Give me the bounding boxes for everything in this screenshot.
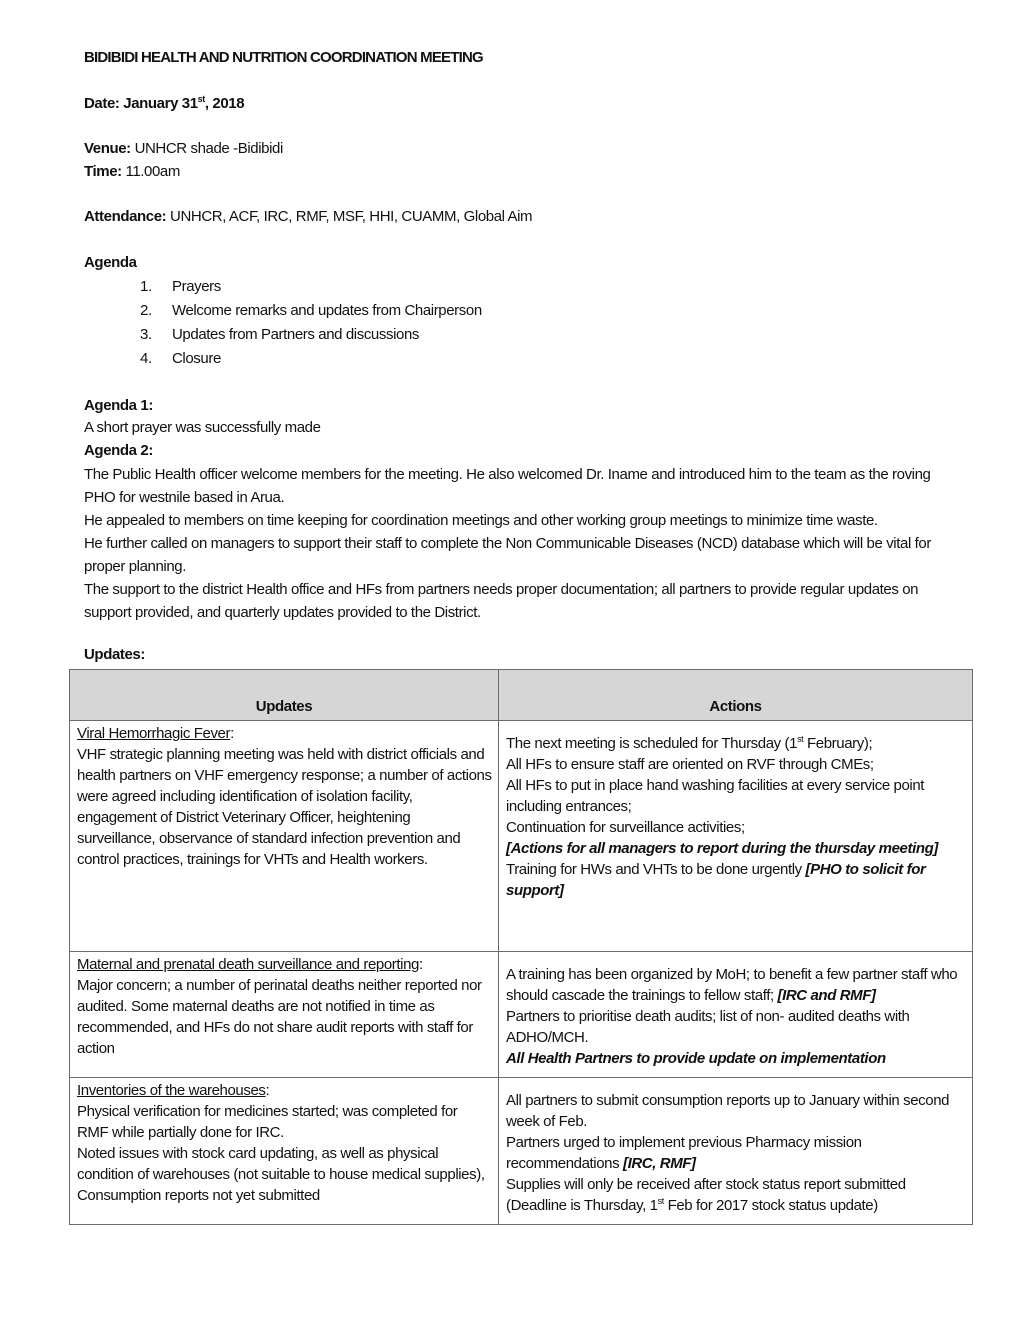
action-item-responsible: [Actions for all managers to report during the thursday meeting] — [506, 840, 938, 857]
action-item: Continuation for surveillance activities; — [506, 819, 745, 836]
agenda1-text: A short prayer was successfully made — [84, 419, 321, 436]
action-text: Feb for 2017 stock status update) — [663, 1197, 878, 1214]
table-row — [70, 721, 973, 952]
action-item: Partners to prioritise death audits; list of non- audited deaths with ADHO/MCH. — [506, 1008, 910, 1046]
action-responsible: [IRC and RMF] — [777, 987, 876, 1004]
topic-suffix: : — [230, 725, 234, 742]
action-text: The next meeting is scheduled for Thursday (1 — [506, 735, 798, 752]
agenda-item-text: Updates from Partners and discussions — [172, 326, 419, 343]
column-header-updates: Updates — [70, 670, 499, 721]
date-year: , 2018 — [204, 95, 245, 112]
topic-suffix: : — [265, 1082, 270, 1099]
agenda2-paragraph: He further called on managers to support their staff to complete the Non Communicable Diseases (NCD) database which will be vital for proper planning. — [84, 535, 931, 575]
meeting-attendance — [84, 208, 532, 225]
agenda-item — [140, 324, 482, 348]
agenda-item-text: Welcome remarks and updates from Chairperson — [172, 302, 482, 319]
agenda-item-text: Closure — [172, 350, 221, 367]
action-item — [506, 964, 966, 1006]
agenda-item — [140, 300, 482, 324]
table-header-row — [70, 670, 973, 721]
update-topic: Viral Hemorrhagic Fever — [77, 725, 231, 742]
agenda-heading: Agenda — [84, 254, 137, 271]
agenda-item-number: 2. — [140, 302, 152, 319]
meeting-date — [84, 95, 244, 112]
meeting-venue — [84, 140, 283, 157]
update-topic: Maternal and prenatal death surveillance and reporting — [77, 956, 419, 973]
updates-heading: Updates: — [84, 646, 145, 663]
update-body: VHF strategic planning meeting was held with district officials and health partners on VHF emergency response; a number of actions were agreed including identification of isolation facility, engagement of District Veterinary Officer, heightening surveillance, observance of standard infection prevention and control practices, trainings for VHTs and Health workers. — [77, 746, 492, 868]
action-item — [506, 733, 966, 754]
action-item: All partners to submit consumption reports up to January within second week of Feb. — [506, 1092, 950, 1130]
action-responsible: [IRC, RMF] — [623, 1155, 696, 1172]
attendance-label: Attendance: — [84, 208, 167, 225]
agenda-item-number: 4. — [140, 350, 152, 367]
meeting-time — [84, 163, 180, 180]
table-row — [70, 1078, 973, 1225]
update-cell — [70, 1078, 499, 1225]
action-item: All HFs to put in place hand washing facilities at every service point including entrances; — [506, 777, 925, 815]
action-item-responsible: All Health Partners to provide update on implementation — [506, 1050, 886, 1067]
agenda-item-number: 3. — [140, 326, 152, 343]
ordinal-suffix: st — [657, 1196, 664, 1206]
action-text: Training for HWs and VHTs to be done urgently — [506, 861, 806, 878]
agenda2-paragraph: The support to the district Health office and HFs from partners needs proper documentation; all partners to provide regular updates on support provided, and quarterly updates provided to the District. — [84, 581, 919, 621]
update-topic: Inventories of the warehouses — [77, 1082, 266, 1099]
time-label: Time: — [84, 163, 122, 180]
action-cell — [499, 952, 973, 1078]
time-value: 11.00am — [121, 163, 180, 180]
agenda-item — [140, 276, 482, 300]
agenda-item-number: 1. — [140, 278, 152, 295]
action-cell — [499, 721, 973, 952]
update-cell — [70, 721, 499, 952]
agenda-item — [140, 348, 482, 372]
action-item — [506, 1132, 966, 1174]
action-text: (Deadline is Thursday, 1 — [506, 1197, 658, 1214]
updates-table — [69, 669, 973, 1225]
agenda2-body — [84, 463, 954, 624]
update-body: Physical verification for medicines started; was completed for RMF while partially done for IRC. — [77, 1103, 458, 1141]
table-row — [70, 952, 973, 1078]
document-title: BIDIBIDI HEALTH AND NUTRITION COORDINATION MEETING — [84, 49, 483, 66]
attendance-value: UNHCR, ACF, IRC, RMF, MSF, HHI, CUAMM, Global Aim — [166, 208, 533, 225]
action-responsible: [PHO to solicit for support] — [506, 861, 926, 899]
agenda-list — [140, 276, 482, 372]
action-text: February); — [803, 735, 873, 752]
action-cell — [499, 1078, 973, 1225]
date-suffix: st — [197, 94, 205, 104]
update-body: Noted issues with stock card updating, as well as physical condition of warehouses (not suitable to house medical supplies), — [77, 1145, 485, 1183]
action-text: Partners urged to implement previous Pharmacy mission recommendations — [506, 1134, 862, 1172]
action-text: A training has been organized by MoH; to benefit a few partner staff who should cascade the trainings to fellow staff; — [506, 966, 958, 1004]
agenda1-heading: Agenda 1: — [84, 397, 153, 414]
action-item — [506, 1195, 966, 1216]
ordinal-suffix: st — [797, 734, 804, 744]
action-item: All HFs to ensure staff are oriented on RVF through CMEs; — [506, 756, 874, 773]
update-body: Major concern; a number of perinatal deaths neither reported nor audited. Some maternal deaths are not notified in time as recommended, and HFs do not share audit reports with staff for action — [77, 977, 482, 1057]
date-label: Date: January 31 — [84, 95, 198, 112]
update-cell — [70, 952, 499, 1078]
agenda2-paragraph: He appealed to members on time keeping for coordination meetings and other working group meetings to minimize time waste. — [84, 512, 878, 529]
action-item: Supplies will only be received after stock status report submitted — [506, 1176, 906, 1193]
agenda-item-text: Prayers — [172, 278, 221, 295]
action-item — [506, 859, 966, 901]
agenda2-heading: Agenda 2: — [84, 442, 153, 459]
column-header-actions: Actions — [499, 670, 973, 721]
topic-suffix: : — [418, 956, 423, 973]
venue-label: Venue: — [84, 140, 131, 157]
agenda2-paragraph: The Public Health officer welcome members for the meeting. He also welcomed Dr. Iname and introduced him to the team as the roving PHO for westnile based in Arua. — [84, 466, 931, 506]
venue-value: UNHCR shade -Bidibidi — [130, 140, 283, 157]
update-body: Consumption reports not yet submitted — [77, 1187, 320, 1204]
